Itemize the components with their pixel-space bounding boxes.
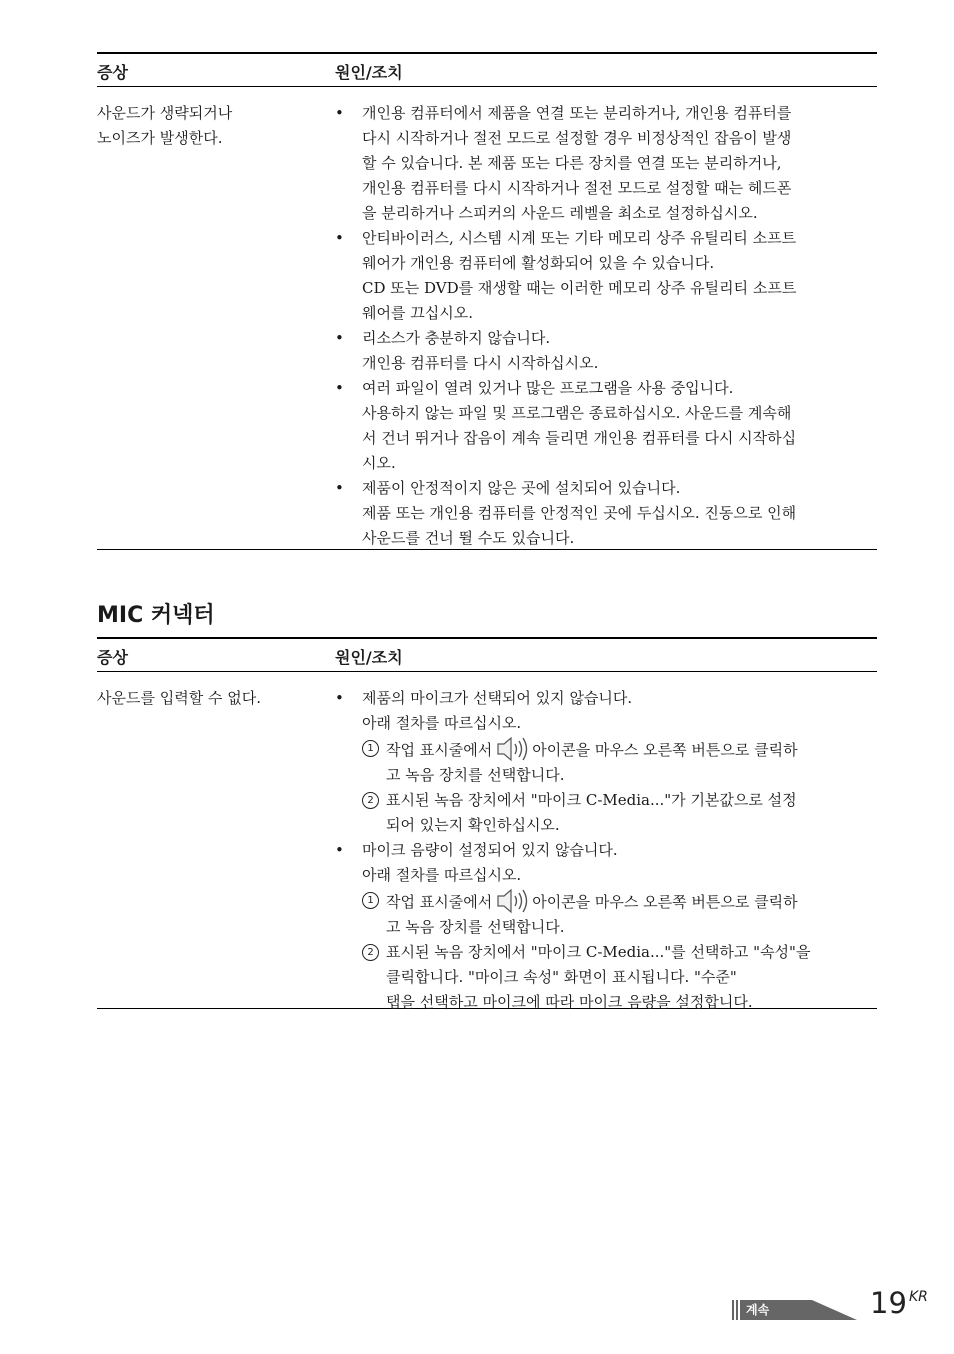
table-header <box>97 54 877 87</box>
table-header <box>97 639 877 672</box>
cause-item <box>335 838 880 1015</box>
remedy-line: 시오. <box>362 454 396 472</box>
step-text-before-icon: 작업 표시줄에서 <box>386 741 493 759</box>
procedure-step <box>362 940 880 1015</box>
remedy-line: 서 건너 뛰거나 잡음이 계속 들리면 개인용 컴퓨터를 다시 시작하십 <box>362 429 797 447</box>
cause-line: • 제품의 마이크가 선택되어 있지 않습니다. <box>362 689 633 707</box>
cause-line: 개인용 컴퓨터를 다시 시작하거나 절전 모드로 설정할 때는 헤드폰 <box>362 179 792 197</box>
step-number: 1 <box>362 740 379 757</box>
continue-bar-tick <box>732 1300 734 1320</box>
cause-item <box>335 226 880 326</box>
remedy-line: 웨어를 끄십시오. <box>362 304 473 322</box>
step-line <box>386 888 880 915</box>
step-number: 2 <box>362 792 379 809</box>
symptom-line: 노이즈가 발생한다. <box>97 129 223 147</box>
cause-item <box>335 686 880 838</box>
symptom-cell <box>97 101 327 151</box>
remedy-line: 아래 절차를 따르십시오. <box>362 714 522 732</box>
header-cause-remedy: 원인/조치 <box>335 63 403 82</box>
cause-line: • 리소스가 충분하지 않습니다. <box>362 329 551 347</box>
cause-line: • 개인용 컴퓨터에서 제품을 연결 또는 분리하거나, 개인용 컴퓨터를 <box>362 104 792 122</box>
step-number: 2 <box>362 944 379 961</box>
symptom-line: 사운드를 입력할 수 없다. <box>97 689 261 707</box>
section-title-mic-connector: MIC 커넥터 <box>97 603 215 628</box>
step-text-after-icon: 아이콘을 마우스 오른쪽 버튼으로 클릭하 <box>532 893 798 911</box>
table-row <box>97 87 877 550</box>
cause-list <box>335 101 880 551</box>
continue-label: 계속 <box>746 1303 770 1317</box>
speaker-icon <box>495 888 529 914</box>
step-line: 고 녹음 장치를 선택합니다. <box>386 766 565 784</box>
header-cause-remedy: 원인/조치 <box>335 648 403 667</box>
remedy-line: 아래 절차를 따르십시오. <box>362 866 522 884</box>
continue-bar-arrowhead <box>812 1300 857 1320</box>
step-line: 되어 있는지 확인하십시오. <box>386 816 560 834</box>
remedy-line: 사용하지 않는 파일 및 프로그램은 종료하십시오. 사운드를 계속해 <box>362 404 792 422</box>
remedy-line: 개인용 컴퓨터를 다시 시작하십시오. <box>362 354 599 372</box>
step-line: 고 녹음 장치를 선택합니다. <box>386 918 565 936</box>
cause-list <box>335 686 880 1015</box>
cause-item <box>335 476 880 551</box>
cause-line: 다시 시작하거나 절전 모드로 설정할 경우 비정상적인 잡음이 발생 <box>362 129 792 147</box>
cause-line: • 제품이 안정적이지 않은 곳에 설치되어 있습니다. <box>362 479 681 497</box>
cause-item <box>335 326 880 376</box>
header-symptom: 증상 <box>97 648 128 667</box>
header-symptom: 증상 <box>97 63 128 82</box>
step-line: 표시된 녹음 장치에서 "마이크 C-Media..."가 기본값으로 설정 <box>386 791 797 809</box>
step-text-after-icon: 아이콘을 마우스 오른쪽 버튼으로 클릭하 <box>532 741 798 759</box>
cause-line: 을 분리하거나 스피커의 사운드 레벨을 최소로 설정하십시오. <box>362 204 758 222</box>
step-line: 표시된 녹음 장치에서 "마이크 C-Media..."를 선택하고 "속성"을 <box>386 943 811 961</box>
page-number: 19 <box>870 1286 907 1320</box>
speaker-icon <box>495 736 529 762</box>
cause-item <box>335 101 880 226</box>
step-text-before-icon: 작업 표시줄에서 <box>386 893 493 911</box>
cause-line: • 마이크 음량이 설정되어 있지 않습니다. <box>362 841 618 859</box>
step-line: 클릭합니다. "마이크 속성" 화면이 표시됩니다. "수준" <box>386 968 737 986</box>
table-row <box>97 672 877 1009</box>
cause-line: 웨어가 개인용 컴퓨터에 활성화되어 있을 수 있습니다. <box>362 254 715 272</box>
cause-line: 할 수 있습니다. 본 제품 또는 다른 장치를 연결 또는 분리하거나, <box>362 154 782 172</box>
symptom-cell <box>97 686 327 711</box>
symptom-line: 사운드가 생략되거나 <box>97 104 233 122</box>
procedure-step <box>362 888 880 940</box>
remedy-line: 사운드를 건너 뛸 수도 있습니다. <box>362 529 575 547</box>
step-line <box>386 736 880 763</box>
cause-line: • 안티바이러스, 시스템 시계 또는 기타 메모리 상주 유틸리티 소프트 <box>362 229 797 247</box>
step-line: 탭을 선택하고 마이크에 따라 마이크 음량을 설정합니다. <box>386 993 753 1011</box>
troubleshooting-table-mic <box>97 637 877 1009</box>
cause-line: • 여러 파일이 열려 있거나 많은 프로그램을 사용 중입니다. <box>362 379 734 397</box>
page-language-code: KR <box>909 1289 928 1305</box>
page-footer <box>732 1286 932 1326</box>
remedy-line: 제품 또는 개인용 컴퓨터를 안정적인 곳에 두십시오. 진동으로 인해 <box>362 504 797 522</box>
remedy-line: CD 또는 DVD를 재생할 때는 이러한 메모리 상주 유틸리티 소프트 <box>362 279 797 297</box>
continue-bar-tick <box>736 1300 738 1320</box>
procedure-step <box>362 736 880 788</box>
cause-item <box>335 376 880 476</box>
procedure-step <box>362 788 880 838</box>
troubleshooting-table-sound <box>97 52 877 550</box>
step-number: 1 <box>362 892 379 909</box>
